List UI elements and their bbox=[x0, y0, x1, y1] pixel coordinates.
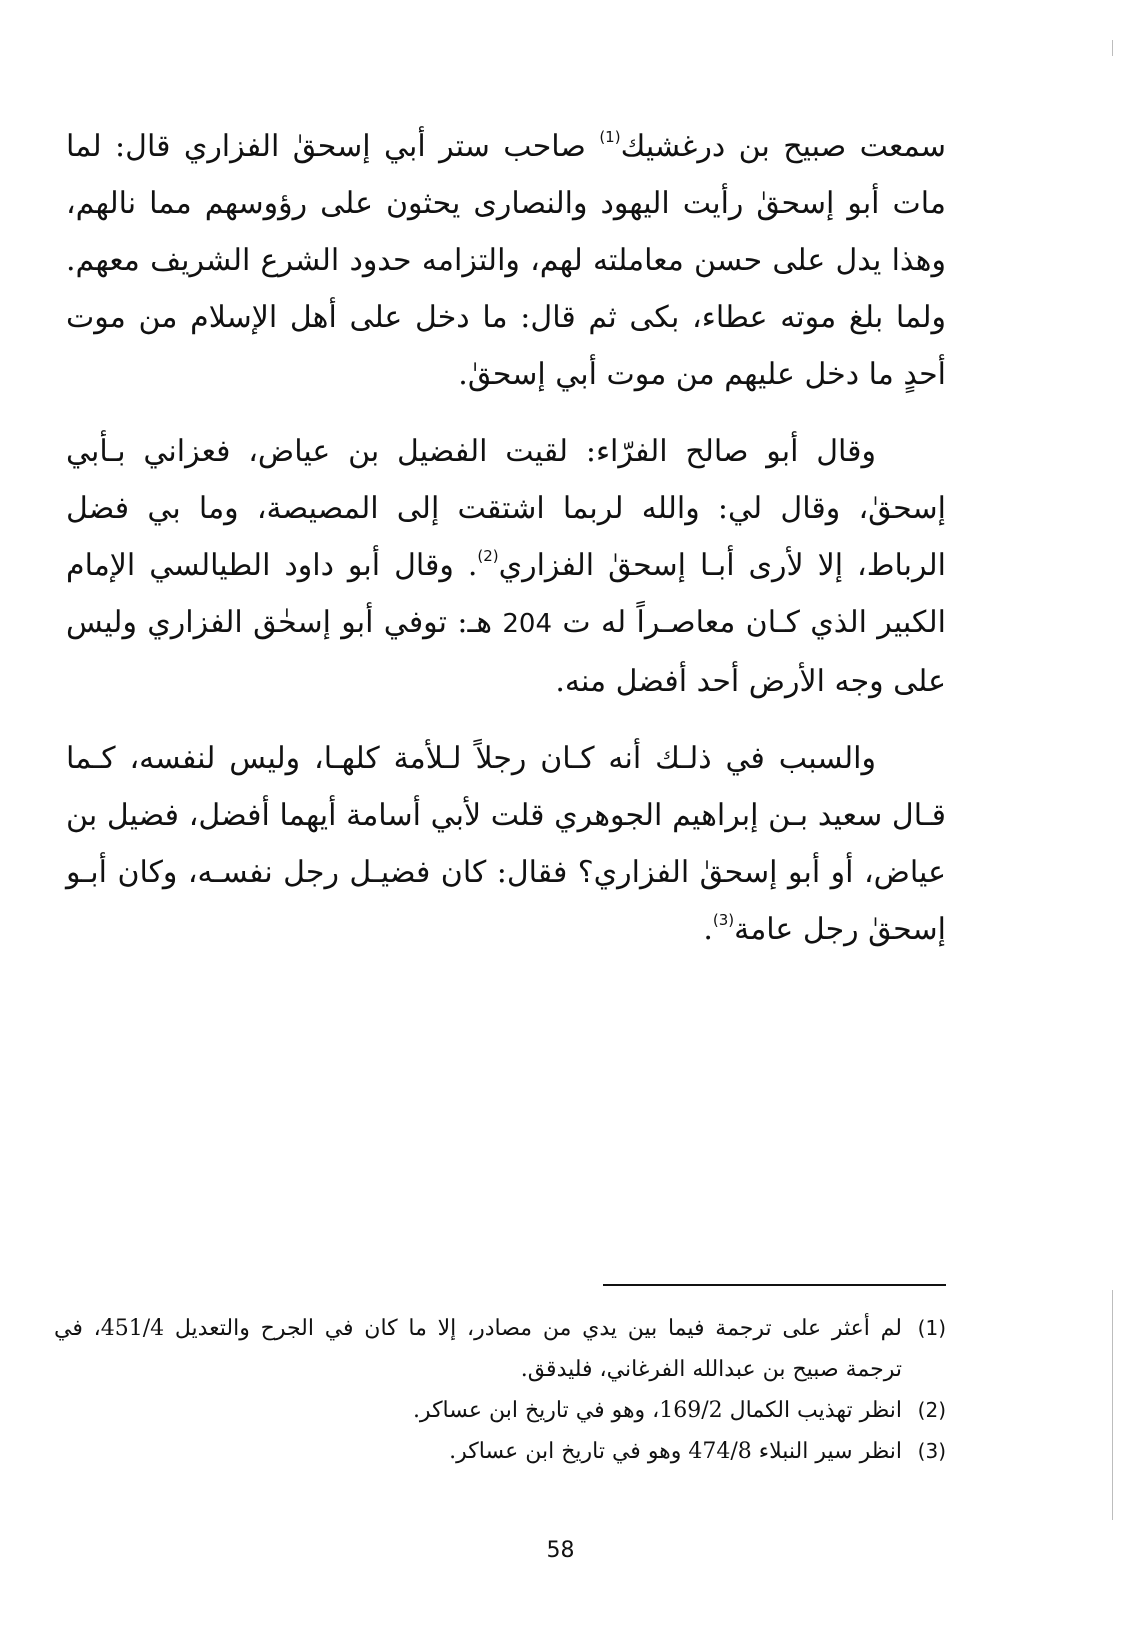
paragraph-3-text-a: والسبب في ذلـك أنه كـان رجلاً لـلأمة كلهـا، وليس لنفسه، كـما قـال سعيد بـن إبراهيم الجوهري قلت لأبي أسامة أيهما أفضل، فضيل بن عياض، أو أبو إسحقٰ الفزاري؟ فقال: كان فضيـل رجل نفسـه، وكان أبـو إسحقٰ رجل عامة bbox=[66, 741, 946, 947]
paragraph-3-text-b: . bbox=[703, 912, 713, 947]
paragraph-2-text-b: . وقال أبو داود الطيالسي الإمام الكبير الذي كـان معاصـراً له ت bbox=[66, 548, 946, 640]
footnote-number: (2) bbox=[917, 1398, 946, 1422]
footnote-ref-1: (1) bbox=[599, 128, 621, 146]
footnote-1 bbox=[54, 1308, 946, 1390]
footnote-3 bbox=[54, 1431, 946, 1472]
footnote-text: انظر سير النبلاء 474/8 وهو في تاريخ ابن عساكر. bbox=[449, 1439, 902, 1464]
footnote-text: انظر تهذيب الكمال 169/2، وهو في تاريخ ابن عساكر. bbox=[412, 1398, 902, 1423]
paragraph-1-text-b: صاحب ستر أبي إسحقٰ الفزاري قال: لما مات أبو إسحقٰ رأيت اليهود والنصارى يحثون على رؤوسهم مما نالهم، وهذا يدل على حسن معاملته لهم، والتزامه حدود الشرع الشريف معهم. ولما بلغ موته عطاء، بكى ثم قال: ما دخل على أهل الإسلام من موت أحدٍ ما دخل عليهم من موت أبي إسحقٰ. bbox=[66, 129, 946, 392]
footnote-number: (1) bbox=[917, 1316, 946, 1340]
year-number: 204 bbox=[502, 609, 553, 639]
main-text bbox=[66, 118, 946, 978]
paragraph-2 bbox=[66, 423, 946, 710]
paragraph-2-text-c: هـ: توفي أبو إسحٰق الفزاري وليس على وجه الأرض أحد أفضل منه. bbox=[66, 605, 946, 699]
paragraph-1-text-a: سمعت صبيح بن درغشيك bbox=[620, 129, 946, 164]
scan-edge-mark bbox=[1112, 1290, 1113, 1520]
paragraph-2-text-a: وقال أبو صالح الفرّاء: لقيت الفضيل بن عياض، فعزاني بـأبي إسحقٰ، وقال لي: والله لربما اشتقت إلى المصيصة، وما بي فضل الرباط، إلا لأرى أبـا إسحقٰ الفزاري bbox=[66, 434, 946, 583]
paragraph-3 bbox=[66, 730, 946, 958]
footnote-separator bbox=[603, 1284, 946, 1286]
footnotes bbox=[54, 1308, 946, 1472]
footnote-ref-3: (3) bbox=[712, 911, 735, 929]
footnote-text: لم أعثر على ترجمة فيما بين يدي من مصادر، إلا ما كان في الجرح والتعديل 451/4، في ترجمة صبيح بن عبدالله الفرغاني، فليدقق. bbox=[54, 1316, 902, 1382]
footnote-ref-2: (2) bbox=[477, 547, 499, 565]
page-number: 58 bbox=[546, 1538, 575, 1563]
footnote-number: (3) bbox=[917, 1439, 946, 1463]
scan-edge-mark bbox=[1112, 40, 1113, 56]
paragraph-1 bbox=[66, 118, 946, 403]
footnote-2 bbox=[54, 1390, 946, 1431]
